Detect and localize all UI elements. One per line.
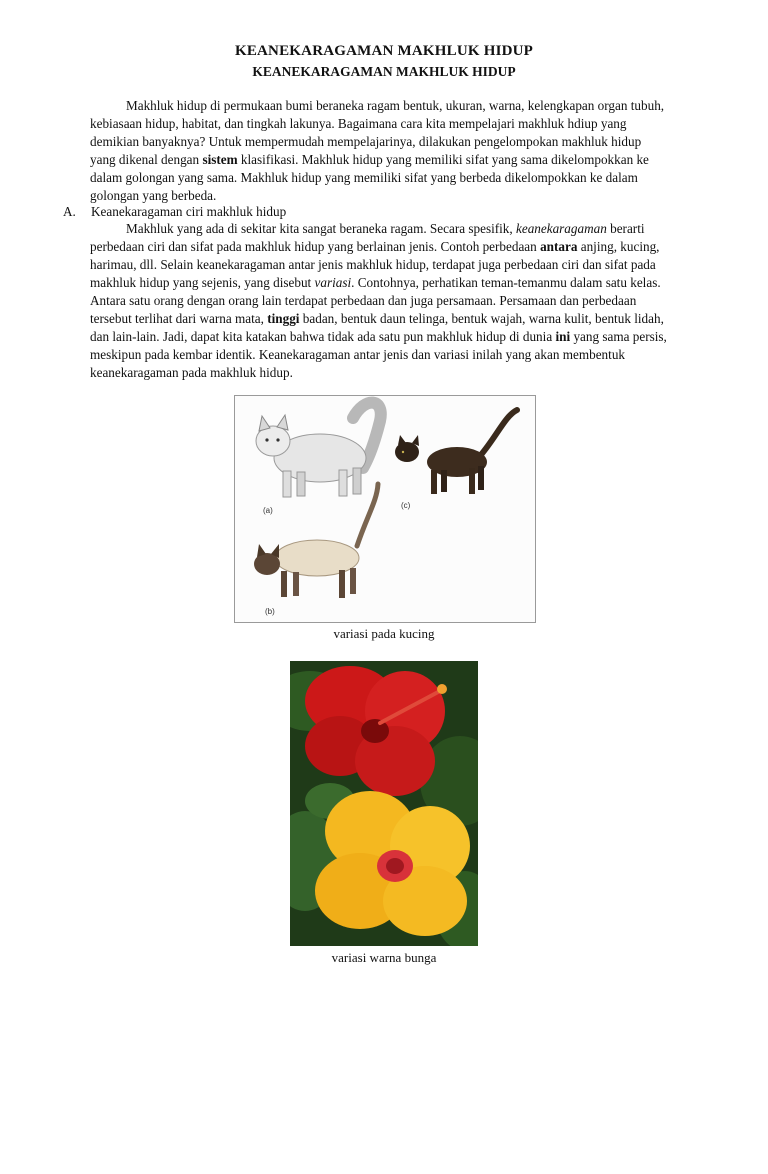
section-a-paragraph: Makhluk yang ada di sekitar kita sangat beraneka ragam. Secara spesifik, keanekaragaman berarti perbedaan ciri dan sifat pada makhluk hidup yang berlainan jenis. Contoh perbedaan antara anjing, kucing, harimau, dll. Selain keanekaragaman antar jenis makhluk hidup, terdapat juga perbedaan ciri dan sifat pada makhluk hidup yang sejenis, yang disebut variasi. Contohnya, perhatikan teman-temanmu dalam satu kelas. Antara satu orang dengan orang lain terdapat perbedaan dan juga persamaan. Persamaan dan perbedaan tersebut terlihat dari warna mata, tinggi badan, bentuk daun telinga, bentuk wajah, warna kulit, bentuk lidah, dan lain-lain. Jadi, dapat kita katakan bahwa tidak ada satu pun makhluk hidup di dunia ini yang sama persis, meskipun pada kembar identik. Keanekaragaman antar jenis dan variasi inilah yang akan membentuk keanekaragaman pada makhluk hidup. (90, 221, 667, 380)
siamese-cat-image (254, 484, 378, 616)
cat-illustrations (235, 396, 535, 622)
section-a-title: Keanekaragaman ciri makhluk hidup (91, 204, 287, 219)
bold-term-tinggi: tinggi (267, 311, 300, 326)
intro-paragraph: Makhluk hidup di permukaan bumi beraneka ragam bentuk, ukuran, warna, kelengkapan organ tubuh, kebiasaan hidup, habitat, dan tingkah lakunya. Bagaimana cara kita mempelajari makhluk hdiup yang demikian banyaknya? Untuk mempermudah mempelajarinya, dilakukan pengelompokan makhluk hidup yang dikenal dengan sistem klasifikasi. Makhluk hidup yang memiliki sifat yang sama dikelompokkan ke dalam golongan yang sama. Makhluk hidup yang memiliki sifat yang berbeda dikelompokkan ke dalam golongan yang berbeda. (90, 98, 665, 203)
white-cat-image (256, 403, 381, 515)
hibiscus-illustration (290, 661, 478, 946)
italic-term-variasi: variasi (314, 275, 352, 290)
document-title: KEANEKARAGAMAN MAKHLUK HIDUP (234, 43, 534, 59)
cat-figure-caption: variasi pada kucing (333, 626, 435, 641)
section-a-heading (63, 203, 286, 221)
section-a-label: A. (63, 204, 76, 219)
figure-label-b: (b) (265, 607, 275, 616)
bold-term-antara: antara (540, 239, 578, 254)
yellow-hibiscus-flower (315, 791, 470, 936)
document-subtitle: KEANEKARAGAMAN MAKHLUK HIDUP (252, 64, 516, 79)
italic-term-keanekaragaman: keanekaragaman (515, 221, 607, 236)
dark-cat-image (395, 410, 517, 510)
figure-label-c: (c) (401, 501, 411, 510)
figure-label-a: (a) (263, 506, 273, 515)
hibiscus-photo (290, 661, 478, 946)
bold-term-sistem: sistem (202, 152, 238, 167)
bold-term-ini: ini (555, 329, 571, 344)
cat-variation-figure (234, 395, 536, 623)
flower-figure-caption: variasi warna bunga (331, 950, 437, 965)
